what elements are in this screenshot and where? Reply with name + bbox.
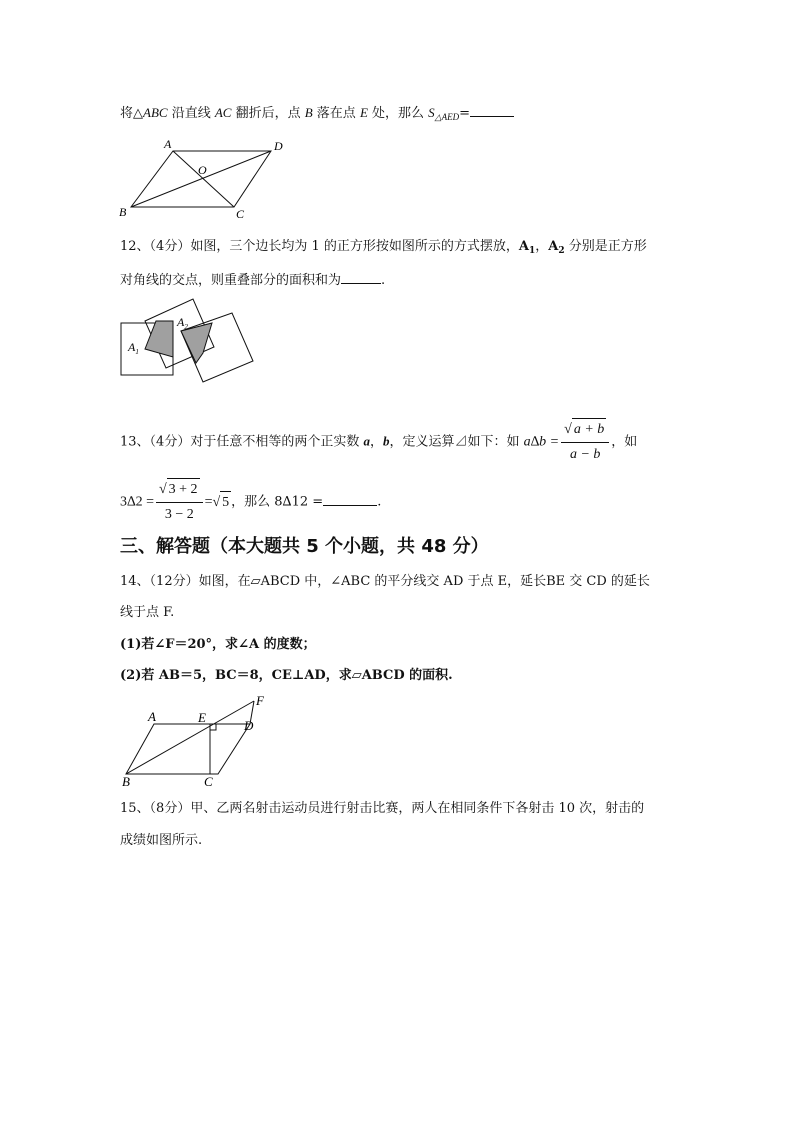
q13-example-fraction bbox=[156, 478, 203, 526]
section-heading: 三、解答题（本大题共 5 个小题，共 48 分） bbox=[120, 536, 489, 557]
q12-a1-subscript: 1 bbox=[528, 246, 536, 256]
q11-point-b: B bbox=[304, 105, 313, 120]
q13-example-radicand: 3 + 2 bbox=[167, 478, 200, 501]
line-bf bbox=[126, 701, 254, 774]
overlap-region-a1 bbox=[145, 321, 173, 357]
label-a2: $A_2$ bbox=[177, 315, 188, 331]
q13-def-numerator: √ a + b bbox=[561, 418, 609, 443]
q11-text-a: 将△ bbox=[120, 106, 143, 121]
q13-example-numerator: √ 3 + 2 bbox=[156, 478, 203, 503]
q13-line2: 3∆2 = $\frac{√ 3 + 2}{3 - 2}$ =√ 5 ，那么 8∆12 = . bbox=[120, 478, 381, 526]
diagonal-ac bbox=[173, 151, 234, 207]
q13-line1 bbox=[120, 418, 637, 466]
q13-text-a: 13、（4分）对于任意不相等的两个正实数 bbox=[120, 434, 364, 450]
q14-line1: 14、（12分）如图，在▱ABCD 中，∠ABC 的平分线交 AD 于点 E，延长BE 交 CD 的延长 bbox=[120, 574, 650, 589]
q12-text-b: 分别是正方形 bbox=[564, 239, 647, 254]
q13-def-fraction bbox=[561, 418, 609, 466]
label-b: B bbox=[119, 205, 127, 219]
q11-area-subscript: △AED bbox=[434, 112, 460, 122]
parallelogram-abcd bbox=[126, 724, 250, 774]
q13-text-c: ，如 bbox=[611, 434, 638, 450]
q11-triangle-abc: ABC bbox=[143, 105, 168, 120]
q11-text-e: 处，那么 bbox=[367, 106, 429, 121]
q11-text-d: 落在点 bbox=[312, 106, 360, 121]
q14-part1: (1)若∠F＝20°，求∠A 的度数； bbox=[120, 637, 316, 652]
label-d: D bbox=[274, 139, 283, 153]
q12-a2-subscript: 2 bbox=[558, 246, 565, 256]
q12-text-c: 对角线的交点，则重叠部分的面积和为 bbox=[120, 273, 342, 288]
q13-example-root: 5 bbox=[220, 491, 231, 514]
q12-a1: A bbox=[518, 239, 529, 254]
q13-example-lhs: 3∆2 = bbox=[120, 494, 154, 510]
q13-var-a: a bbox=[363, 433, 370, 449]
q13-def-lhs: a∆b = bbox=[523, 434, 560, 450]
label-e: E bbox=[198, 710, 206, 725]
q14-parallelogram-figure bbox=[116, 694, 276, 790]
label-f: F bbox=[256, 694, 264, 708]
q12-squares-figure bbox=[114, 298, 260, 388]
q11-line-ac: AC bbox=[214, 105, 232, 120]
q15-line2: 成绩如图所示. bbox=[120, 833, 203, 848]
q12-text-a: 12、（4分）如图，三个边长均为 1 的正方形按如图所示的方式摆放， bbox=[120, 239, 519, 254]
q13-answer-blank bbox=[323, 493, 377, 506]
q11-point-e: E bbox=[359, 105, 368, 120]
q11-equals: = bbox=[459, 106, 470, 121]
q12-line2 bbox=[120, 271, 385, 290]
q13-example-equals: = bbox=[204, 494, 213, 510]
q12-line1 bbox=[120, 238, 647, 260]
q15-line1: 15、（8分）甲、乙两名射击运动员进行射击比赛，两人在相同条件下各射击 10 次，射击的 bbox=[120, 801, 645, 816]
q11-parallelogram-figure bbox=[112, 134, 292, 224]
label-a1: $A_1$ bbox=[128, 340, 139, 356]
label-b: B bbox=[122, 774, 130, 789]
q11-text-c: 翻折后，点 bbox=[231, 106, 305, 121]
label-a: A bbox=[164, 137, 172, 151]
label-a: A bbox=[148, 709, 156, 724]
label-o: O bbox=[198, 163, 207, 177]
q13-def-denominator: a − b bbox=[569, 447, 601, 462]
label-c: C bbox=[236, 207, 245, 221]
q12-answer-blank bbox=[341, 271, 381, 284]
q13-text-b: ，定义运算⊿如下：如 bbox=[389, 434, 524, 450]
q12-a2: A bbox=[548, 239, 559, 254]
label-d: D bbox=[244, 718, 254, 733]
q13-def-radicand: a + b bbox=[572, 418, 606, 441]
q11-text-b: 沿直线 bbox=[167, 106, 215, 121]
q13-end: . bbox=[377, 494, 382, 510]
q13-var-b: b bbox=[382, 433, 390, 449]
q12-end: . bbox=[381, 273, 386, 288]
label-c: C bbox=[204, 774, 213, 789]
q12-separator: ， bbox=[535, 239, 549, 254]
q11-text bbox=[120, 104, 514, 126]
q11-answer-blank bbox=[470, 104, 514, 117]
q14-line2: 线于点 F. bbox=[120, 605, 175, 620]
q11-area-symbol: S bbox=[428, 105, 435, 120]
q13-question-lhs: ，那么 8∆12 = bbox=[231, 494, 324, 510]
q14-part2: (2)若 AB＝5，BC＝8，CE⊥AD，求▱ABCD 的面积. bbox=[120, 668, 453, 683]
q13-example-denominator: 3 − 2 bbox=[164, 507, 194, 522]
q13-comma: ， bbox=[369, 434, 383, 450]
